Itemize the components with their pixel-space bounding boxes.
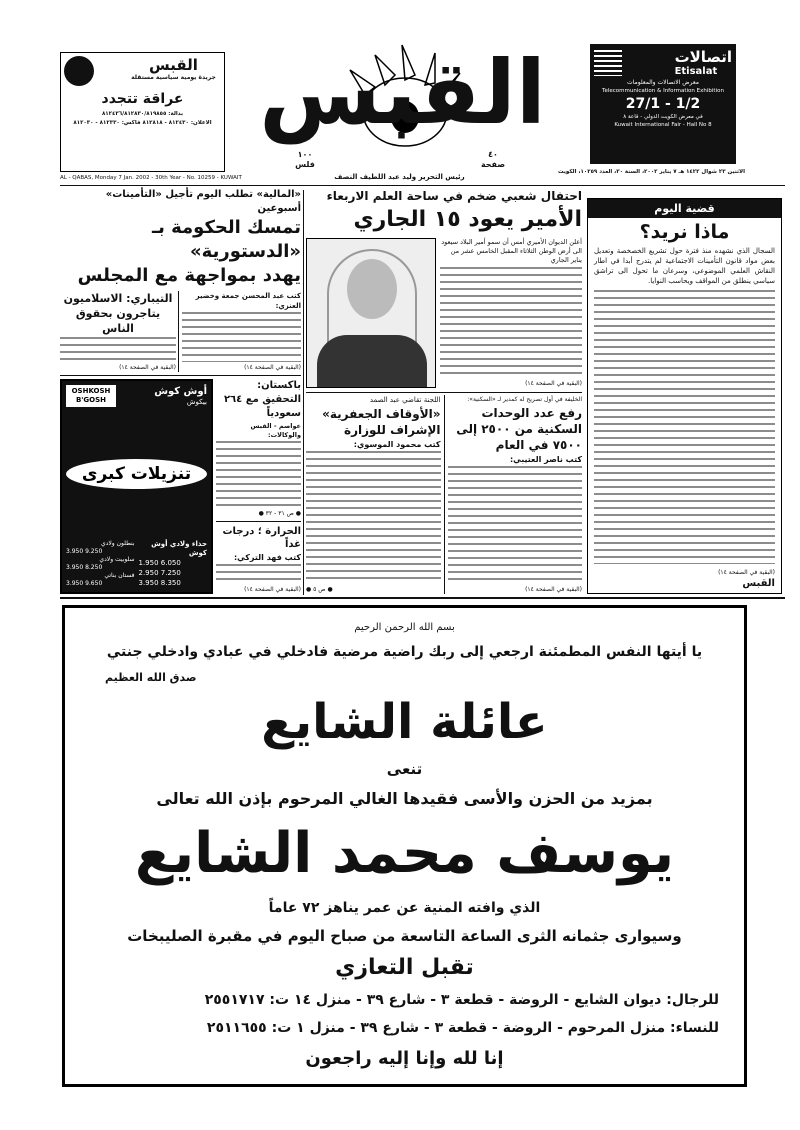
awqaf-headline: «الأوقاف الجعفرية» الإشراف للوزارة (322, 407, 441, 437)
awqaf-page-ref: ● ص ٥ ● (306, 586, 333, 593)
portrait-bisht (317, 335, 427, 388)
awqaf-text-lines (306, 451, 441, 584)
left-ad-fax: الاعلان: ٨١٢٤٣٠ - ٨١٢٨١٨ فاكس: ٨١٢٣٣٠ - ٨١٢٠٣٠ (73, 120, 212, 126)
portrait-head (347, 259, 397, 319)
obituary-verse-end: صدق الله العظيم (105, 670, 197, 684)
left-byline: كتب عبد المحسن جمعة وخضير العنزي: (195, 292, 301, 310)
ad-brand-ar: أوش كوش (154, 386, 207, 397)
page-count (478, 150, 508, 170)
etisalat-venue-ar: في معرض الكويت الدولي - قاعة ٨ (623, 114, 703, 120)
logo-text: القبس (259, 41, 546, 144)
obituary-basmala: بسم الله الرحمن الرحيم (354, 621, 455, 633)
left-column (60, 188, 301, 594)
right-column-text-lines (594, 290, 775, 564)
obituary-women-address: للنساء: منزل المرحوم - الروضة - قطعة ٣ - شارع ٣٩ - منزل ١ ت: ٢٥١١٦٥٥ (206, 1020, 719, 1037)
obituary-men-address: للرجال: ديوان الشايع - الروضة - قطعة ٣ - شارع ٣٩ - منزل ١٤ ت: ٢٥٥١٧١٧ (204, 992, 719, 1009)
pages-value: ٤٠ (488, 150, 498, 159)
ad-price: 3.950 9.250 (66, 548, 103, 555)
ad-shoes-prices (139, 558, 208, 588)
obituary-verse: يا أيتها النفس المطمئنة ارجعي إلى ربك راضية مرضية فادخلي في عبادي وادخلي جنتي (106, 643, 703, 660)
center-column (306, 188, 582, 594)
obituary-burial: وسيوارى جثمانه الثرى الساعة التاسعة من صباح اليوم في مقبرة الصليبخات (127, 926, 682, 945)
etisalat-event-en: Telecommunication & Information Exhibition (602, 88, 724, 94)
obituary-closing: إنا لله وإنا إليه راجعون (305, 1047, 504, 1069)
right-column-headline: ماذا نريد؟ (639, 221, 730, 243)
housing-kicker: الخليفة في أول تصريح له كمدير لـ «السكنية»: (467, 396, 582, 403)
housing-text-lines (448, 466, 583, 584)
obituary-intro: بمزيد من الحزن والأسى فقيدها الغالي المرحوم بإذن الله تعالى (156, 789, 653, 809)
right-column-box (587, 198, 782, 594)
etisalat-dates: 27/1 - 1/2 (625, 96, 701, 112)
globe-graphic (64, 56, 94, 86)
housing-byline: كتب ناصر العتيبي: (509, 455, 582, 464)
ad-shoes-title: حذاء ولادي أوش كوش (151, 540, 207, 557)
left-kicker: «المالية» تطلب اليوم تأجيل «التأمينات» أسبوعين (105, 189, 301, 214)
right-column-signature: القبس (742, 578, 775, 589)
ad-price: 3.950 8.350 (138, 579, 181, 587)
center-lede: أعلن الديوان الأميري أمس أن سمو أمير البلاد سيعود الى أرض الوطن الثلاثاء المقبل الخامس عشر من يناير الجاري (441, 238, 582, 264)
ad-price: 1.950 6.050 (138, 559, 181, 567)
etisalat-ad (590, 44, 736, 164)
etisalat-brand-ar: اتصالات (674, 48, 732, 66)
pakistan-byline: عواصم - القبس والوكالات: (250, 422, 301, 439)
left-headline-1: تمسك الحكومة بـ «الدستورية» (151, 217, 301, 262)
english-dateline: AL - QABAS, Monday 7 Jan. 2002 - 30th Year - No. 10259 - KUWAIT (60, 175, 242, 181)
weather-byline: كتب فهد التركي: (233, 553, 301, 562)
left-ad-logo: القبس (149, 56, 198, 74)
obituary-condolences: تقبل التعازي (335, 955, 474, 981)
emir-photo (306, 238, 436, 388)
price (290, 150, 320, 170)
ad-price: 3.950 8.250 (66, 564, 103, 571)
islamists-headline: التيباري: الاسلاميون يتاجرون بحقوق الناس (63, 292, 173, 335)
price-unit: فلس (295, 160, 315, 169)
editor-in-chief: رئيس التحرير وليد عبد اللطيف النصف (334, 173, 465, 181)
ad-item: فستان بناتي (104, 572, 135, 579)
obituary-deceased-name: يوسف محمد الشايع (134, 820, 675, 886)
etisalat-event-ar: معرض الاتصالات والمعلومات (627, 79, 699, 86)
etisalat-brand-en: Etisalat (674, 66, 718, 77)
center-headline: الأمير يعود ١٥ الجاري (353, 207, 582, 232)
center-divider (306, 392, 582, 393)
awqaf-kicker: اللجنة تقاضي عبد الصمد (369, 396, 441, 404)
ad-price: 2.950 7.250 (138, 569, 181, 577)
oshkosh-ad (60, 379, 213, 594)
pages-unit: صفحة (480, 160, 506, 169)
issue-of-day-label: قضية اليوم (654, 202, 715, 215)
weather-text-lines (216, 564, 301, 584)
etisalat-venue-en: Kuwait International Fair - Hall No 8 (614, 122, 712, 128)
islamists-text-lines (60, 337, 176, 362)
ad-price: 3.950 9.650 (66, 580, 103, 587)
center-kicker: احتفال شعبي ضخم في ساحة العلم الاربعاء (326, 189, 582, 203)
left-ad-slogan: عراقة تتجدد (101, 91, 184, 107)
center-continued: (البقية في الصفحة ١٤) (525, 380, 582, 387)
price-value: ١٠٠ (297, 150, 313, 159)
left-mini-divider (216, 521, 301, 522)
housing-headline: رفع عدد الوحدات السكنية من ٢٥٠٠ إلى ٧٥٠٠ في العام (456, 406, 582, 452)
column-rule (303, 190, 304, 595)
ad-clothes (66, 540, 135, 588)
ad-sale-title: تنزيلات كبرى (66, 459, 207, 489)
ad-item: سلوبيت ولادي (99, 556, 135, 563)
right-column-body: السجال الذي نشهده منذ فترة حول تشريع الخصخصة وتعديل بعض مواد قانون التأمينات الاجتماعية لم يتدرج أبدا في اطار النقاش العلمي الموضوعي، وسرعان ما تحول الى تراشق سياسي ينطلق من المواقف ويحاسب النوايا. (594, 247, 775, 285)
newspaper-logo (235, 40, 570, 150)
pakistan-headline: باكستان: التحقيق مع ٢٦٤ سعودياً (223, 380, 301, 419)
ad-brand-en: OSHKOSH B'GOSH (66, 385, 116, 407)
obituary-family: عائلة الشايع (261, 694, 548, 751)
left-headline-2: يهدد بمواجهة مع المجلس (77, 265, 301, 286)
arabic-dateline: الاثنين ٢٣ شوال ١٤٢٢ هـ ٧ يناير ٢٠٠٢، السنة ٣٠، العدد ١٠٢٥٩، الكويت (558, 169, 745, 175)
issue-of-day-banner (588, 199, 781, 218)
left-ad-tagline: جريدة يومية سياسية مستقلة (131, 74, 216, 81)
fold-rule (60, 597, 785, 599)
housing-continued: (البقية في الصفحة ١٤) (525, 586, 582, 593)
weather-continued: (البقية في الصفحة ١٤) (244, 586, 301, 593)
center-text-lines (440, 267, 582, 377)
etisalat-stripes-icon (594, 50, 622, 76)
pakistan-text-lines (216, 441, 301, 508)
obituary-age: الذي وافته المنية عن عمر يناهز ٧٢ عاماً (268, 899, 541, 916)
weather-headline: الحرارة ؛ درجات غداً (222, 526, 301, 550)
left-text-lines (182, 312, 301, 362)
islamists-continued: (البقية في الصفحة ١٤) (119, 364, 176, 371)
left-ad-phones: بدالة: ٨١٢٤٣٦/٨١٢٨٣٠/٨١٩٨٥٥ (101, 111, 184, 117)
left-continued: (البقية في الصفحة ١٤) (244, 364, 301, 371)
left-masthead-ad (60, 52, 225, 172)
ad-item: بنطلون ولادي (101, 540, 135, 547)
masthead-rule (60, 185, 785, 186)
right-column-continued: (البقية في الصفحة ١٤) (718, 569, 775, 576)
obituary-announces: تنعى (386, 760, 423, 779)
ad-brand-sub: بيكوش (186, 398, 207, 406)
awqaf-byline: كتب محمود الموسوي: (353, 440, 441, 449)
obituary-box (62, 605, 747, 1087)
pakistan-page-ref: ● ص ٣١ - ٣٢ ● (258, 510, 301, 517)
